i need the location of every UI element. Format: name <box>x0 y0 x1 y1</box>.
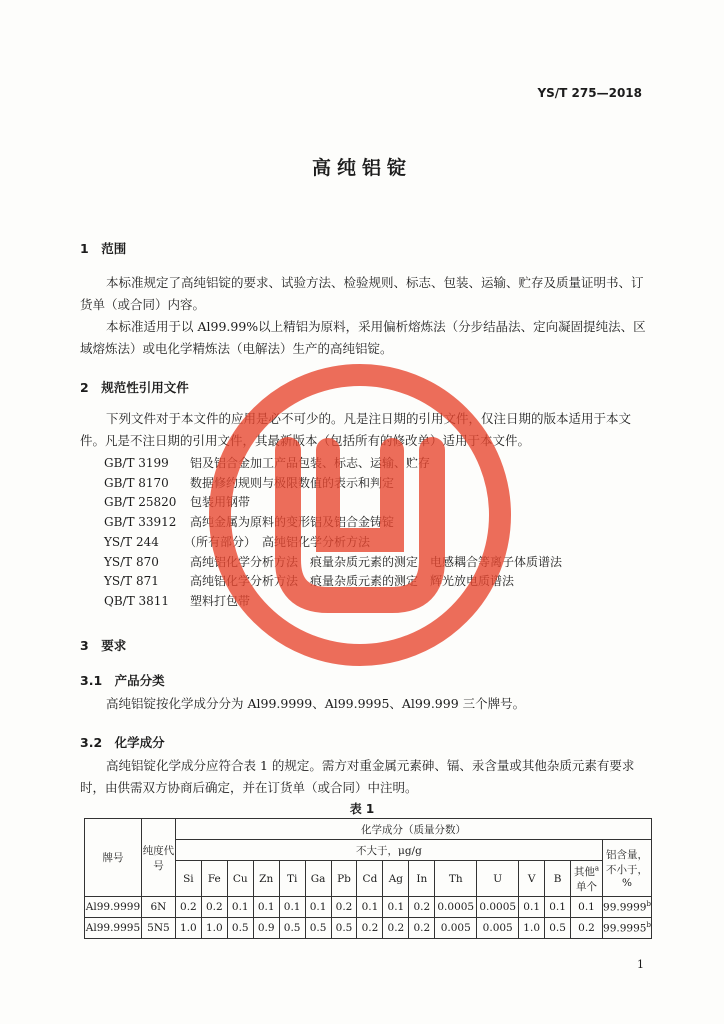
element-header: Pb <box>331 861 357 897</box>
reference-title: 高纯金属为原料的变形铝及铝合金铸锭 <box>190 515 395 530</box>
section-3-1-heading: 3.1 产品分类 <box>80 673 165 688</box>
reference-title: 塑料打包带 <box>190 593 251 608</box>
header-grade: 牌号 <box>85 819 142 897</box>
section-2-paragraph: 下列文件对于本文件的应用是必不可少的。凡是注日期的引用文件，仅注日期的版本适用于本文件。凡是不注日期的引用文件，其最新版本（包括所有的修改单）适用于本文件。 <box>80 411 632 448</box>
reference-title: 高纯铝化学分析方法 痕量杂质元素的测定 辉光放电质谱法 <box>190 574 515 589</box>
element-header: B <box>545 861 571 897</box>
cell-value: 0.2 <box>331 897 357 918</box>
header-other-single: 其他$^a$ 单个 <box>571 861 603 897</box>
reference-code: YS/T 871 <box>104 574 159 589</box>
cell-value: 0.0005 <box>435 897 477 918</box>
reference-title: 包装用钢带 <box>190 495 251 510</box>
cell-grade: Al99.9999 <box>85 897 142 918</box>
cell-value: 0.2 <box>175 897 201 918</box>
element-header: Fe <box>201 861 227 897</box>
reference-code: YS/T 870 <box>104 554 159 569</box>
table-row <box>85 918 652 939</box>
element-header: Ti <box>279 861 305 897</box>
section-3-1-paragraph: 高纯铝锭按化学成分分为 Al99.9999、Al99.9995、Al99.999 三个牌号。 <box>106 696 526 711</box>
cell-code: 6N <box>141 897 175 918</box>
header-al-content: 铝含量，不小于，% <box>602 840 651 897</box>
page-title: 高纯铝锭 <box>311 157 412 179</box>
cell-value: 0.9 <box>253 918 279 939</box>
reference-title: 铝及铝合金加工产品包装、标志、运输、贮存 <box>190 456 431 470</box>
reference-code: GB/T 33912 <box>104 515 177 530</box>
cell-value: 0.1 <box>357 897 383 918</box>
cell-value: 0.5 <box>545 918 571 939</box>
reference-code: GB/T 25820 <box>104 495 177 510</box>
stamp-seal-icon <box>200 355 520 675</box>
reference-title: 高纯铝化学分析方法 痕量杂质元素的测定 电感耦合等离子体质谱法 <box>190 554 563 569</box>
element-header: Cu <box>227 861 253 897</box>
element-header: V <box>519 861 545 897</box>
cell-value: 1.0 <box>201 918 227 939</box>
element-header: In <box>409 861 435 897</box>
table-caption: 表 1 <box>349 802 375 816</box>
cell-value: 0.5 <box>331 918 357 939</box>
cell-value: 0.1 <box>383 897 409 918</box>
section-3-2-paragraph: 高纯铝锭化学成分应符合表 1 的规定。需方对重金属元素砷、镉、汞含量或其他杂质元素有要求时，由供需双方协商后确定，并在订货单（或合同）中注明。 <box>80 758 635 795</box>
cell-value: 0.1 <box>545 897 571 918</box>
element-header: Ga <box>305 861 331 897</box>
reference-code: GB/T 3199 <box>104 456 169 470</box>
cell-value: 0.2 <box>409 897 435 918</box>
cell-value: 0.5 <box>227 918 253 939</box>
reference-code: QB/T 3811 <box>104 593 170 608</box>
element-header: Cd <box>357 861 383 897</box>
reference-code: YS/T 244 <box>104 534 159 549</box>
cell-al: 99.9995$^b$ <box>602 918 651 939</box>
section-3-heading: 3 要求 <box>80 638 127 653</box>
cell-value: 0.2 <box>357 918 383 939</box>
section-1-paragraph-2: 本标准适用于以 Al99.99%以上精铝为原料，采用偏析熔炼法（分步结晶法、定向凝固提纯法、区域熔炼法）或电化学精炼法（电解法）生产的高纯铝锭。 <box>80 319 646 356</box>
cell-value: 1.0 <box>519 918 545 939</box>
cell-other: 0.2 <box>571 918 603 939</box>
cell-value: 0.1 <box>279 897 305 918</box>
element-header: Zn <box>253 861 279 897</box>
element-header: Th <box>435 861 477 897</box>
section-1-paragraph-1: 本标准规定了高纯铝锭的要求、试验方法、检验规则、标志、包装、运输、贮存及质量证明书、订货单（或合同）内容。 <box>80 275 644 312</box>
header-purity-code: 纯度代号 <box>141 819 175 897</box>
cell-value: 0.5 <box>279 918 305 939</box>
chemical-composition-table <box>84 818 652 939</box>
page-number: 1 <box>637 958 644 971</box>
cell-grade: Al99.9995 <box>85 918 142 939</box>
header-chemical-composition: 化学成分（质量分数） <box>175 819 651 840</box>
section-3-2-heading: 3.2 化学成分 <box>80 735 165 750</box>
cell-value: 0.1 <box>253 897 279 918</box>
cell-value: 0.2 <box>409 918 435 939</box>
cell-value: 0.0005 <box>477 897 519 918</box>
cell-value: 0.2 <box>383 918 409 939</box>
cell-value: 0.1 <box>519 897 545 918</box>
cell-al: 99.9999$^b$ <box>602 897 651 918</box>
element-header: Si <box>175 861 201 897</box>
cell-value: 0.005 <box>435 918 477 939</box>
element-header: U <box>477 861 519 897</box>
header-not-more-than: 不大于，μg/g <box>175 840 602 861</box>
cell-code: 5N5 <box>141 918 175 939</box>
section-1-heading: 1 范围 <box>80 241 127 256</box>
cell-value: 0.2 <box>201 897 227 918</box>
cell-other: 0.1 <box>571 897 603 918</box>
reference-title: 数据修约规则与极限数值的表示和判定 <box>190 475 395 490</box>
reference-title: （所有部分） 高纯铝化学分析方法 <box>190 534 371 549</box>
cell-value: 0.005 <box>477 918 519 939</box>
cell-value: 0.1 <box>305 897 331 918</box>
table-row <box>85 897 652 918</box>
element-header: Ag <box>383 861 409 897</box>
reference-code: GB/T 8170 <box>104 475 169 490</box>
cell-value: 0.5 <box>305 918 331 939</box>
section-2-heading: 2 规范性引用文件 <box>80 380 189 395</box>
standard-code: YS/T 275—2018 <box>537 86 642 100</box>
cell-value: 1.0 <box>175 918 201 939</box>
cell-value: 0.1 <box>227 897 253 918</box>
